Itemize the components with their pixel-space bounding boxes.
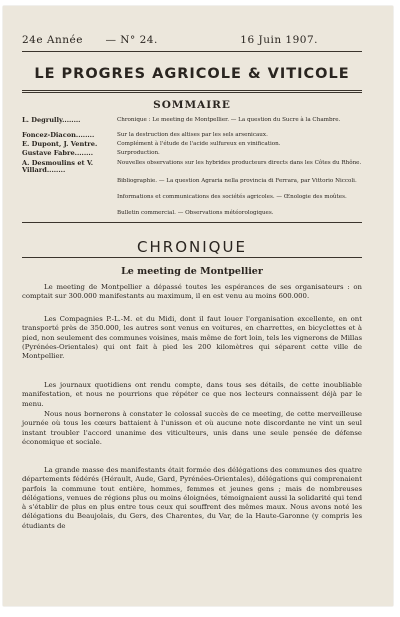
toc-text: Bulletin commercial. — Observations météorologiques. bbox=[117, 210, 274, 216]
toc-entry bbox=[22, 117, 362, 124]
toc-entry bbox=[22, 178, 362, 184]
article-paragraph: Les Compagnies P.-L.-M. et du Midi, dont il faut louer l'organisation excellente, en ont transporté près de 350.000, les autres sont venus en voitures, en charrettes, en bicyclettes et à pied, non seulement des communes voisines, mais même de fort loin, tels les vignerons de Millas (Pyrénées-Orientales) qui ont fait à pied les 200 kilomètres qui séparent cette ville de Montpellier. bbox=[22, 315, 362, 361]
toc-entry bbox=[22, 132, 362, 139]
toc-entry bbox=[22, 160, 362, 174]
article-paragraph: Nous nous bornerons à constater le colossal succès de ce meeting, de cette merveilleuse journée où tous les cœurs battaient à l'unisson et où aucune note discordante ne vint un seul instant troubler l'accord unanime des viticulteurs, unis dans une seule pensée de défense économique et sociale. bbox=[22, 410, 362, 446]
toc-text: Complément à l'étude de l'acide sulfureux en vinification. bbox=[117, 141, 281, 147]
sommaire-rule bbox=[22, 222, 362, 223]
article-paragraph: Les journaux quotidiens ont rendu compte, dans tous ses détails, de cette inoubliable manifestation, et nous ne pourrions que répéter ce que nos lecteurs connaissent déjà par le menu. bbox=[22, 381, 362, 408]
toc-entry bbox=[22, 141, 362, 148]
toc-entry bbox=[22, 150, 362, 157]
toc-text: Informations et communications des sociétés agricoles. — Œnologie des moûtes. bbox=[117, 194, 347, 200]
masthead bbox=[22, 34, 318, 46]
toc-author: Gustave Fabre........ bbox=[22, 150, 94, 157]
toc-text: Surproduction. bbox=[117, 150, 160, 156]
issue-year: 24e Année bbox=[22, 34, 83, 46]
article-title: Le meeting de Montpellier bbox=[121, 266, 263, 277]
article-paragraph: Le meeting de Montpellier a dépassé toutes les espérances de ses organisateurs : on comptait sur 300.000 manifestants au maximum, il en est venu au moins 600.000. bbox=[22, 283, 362, 301]
toc-author: L. Degrully........ bbox=[22, 117, 81, 124]
section-heading: CHRONIQUE bbox=[137, 238, 247, 256]
toc-text: Bibliographie. — La question Agraria nella provincia di Ferrara, par Vittorio Niccoli. bbox=[117, 178, 357, 184]
article-paragraph: La grande masse des manifestants était formée des délégations des communes des quatre départements fédérés (Hérault, Aude, Gard, Pyrénées-Orientales), délégations qui comprenaient parfois la commune tout entière, hommes, femmes et jeunes gens ; mais de nombreuses délégations, venues de régions plus ou moins éloignées, témoignaient aussi la solidarité qui tend à s'établir de plus en plus entre tous ceux qui souffrent des mêmes maux. Nous avons noté les délégations du Beaujolais, du Gers, des Charentes, du Var, de la Haute-Garonne (y compris les étudiants de bbox=[22, 466, 362, 530]
journal-title: LE PROGRES AGRICOLE & VITICOLE bbox=[34, 66, 350, 82]
toc-entry bbox=[22, 210, 362, 216]
masthead-rule bbox=[22, 51, 362, 52]
toc-author: A. Desmoulins et V. Villard........ bbox=[22, 160, 94, 175]
toc-text: Sur la destruction des altises par les sels arsenicaux. bbox=[117, 132, 268, 138]
toc-author: E. Dupont, J. Ventre. bbox=[22, 141, 98, 148]
issue-number: — N° 24. bbox=[105, 34, 158, 46]
title-rule-double bbox=[22, 92, 362, 93]
toc-author: Foncez-Diacon........ bbox=[22, 132, 95, 139]
toc-entry bbox=[22, 194, 362, 200]
toc-author bbox=[22, 178, 117, 184]
title-rule bbox=[22, 90, 362, 91]
toc-author bbox=[22, 194, 117, 200]
section-rule bbox=[22, 257, 362, 258]
toc-text: Chronique : Le meeting de Montpellier. — La question du Sucre à la Chambre. bbox=[117, 117, 341, 123]
sommaire-title: SOMMAIRE bbox=[153, 99, 231, 111]
toc-author bbox=[22, 210, 117, 216]
toc-text: Nouvelles observations sur les hybrides producteurs directs dans les Côtes du Rhône. bbox=[117, 160, 362, 166]
issue-date: 16 Juin 1907. bbox=[240, 34, 318, 46]
